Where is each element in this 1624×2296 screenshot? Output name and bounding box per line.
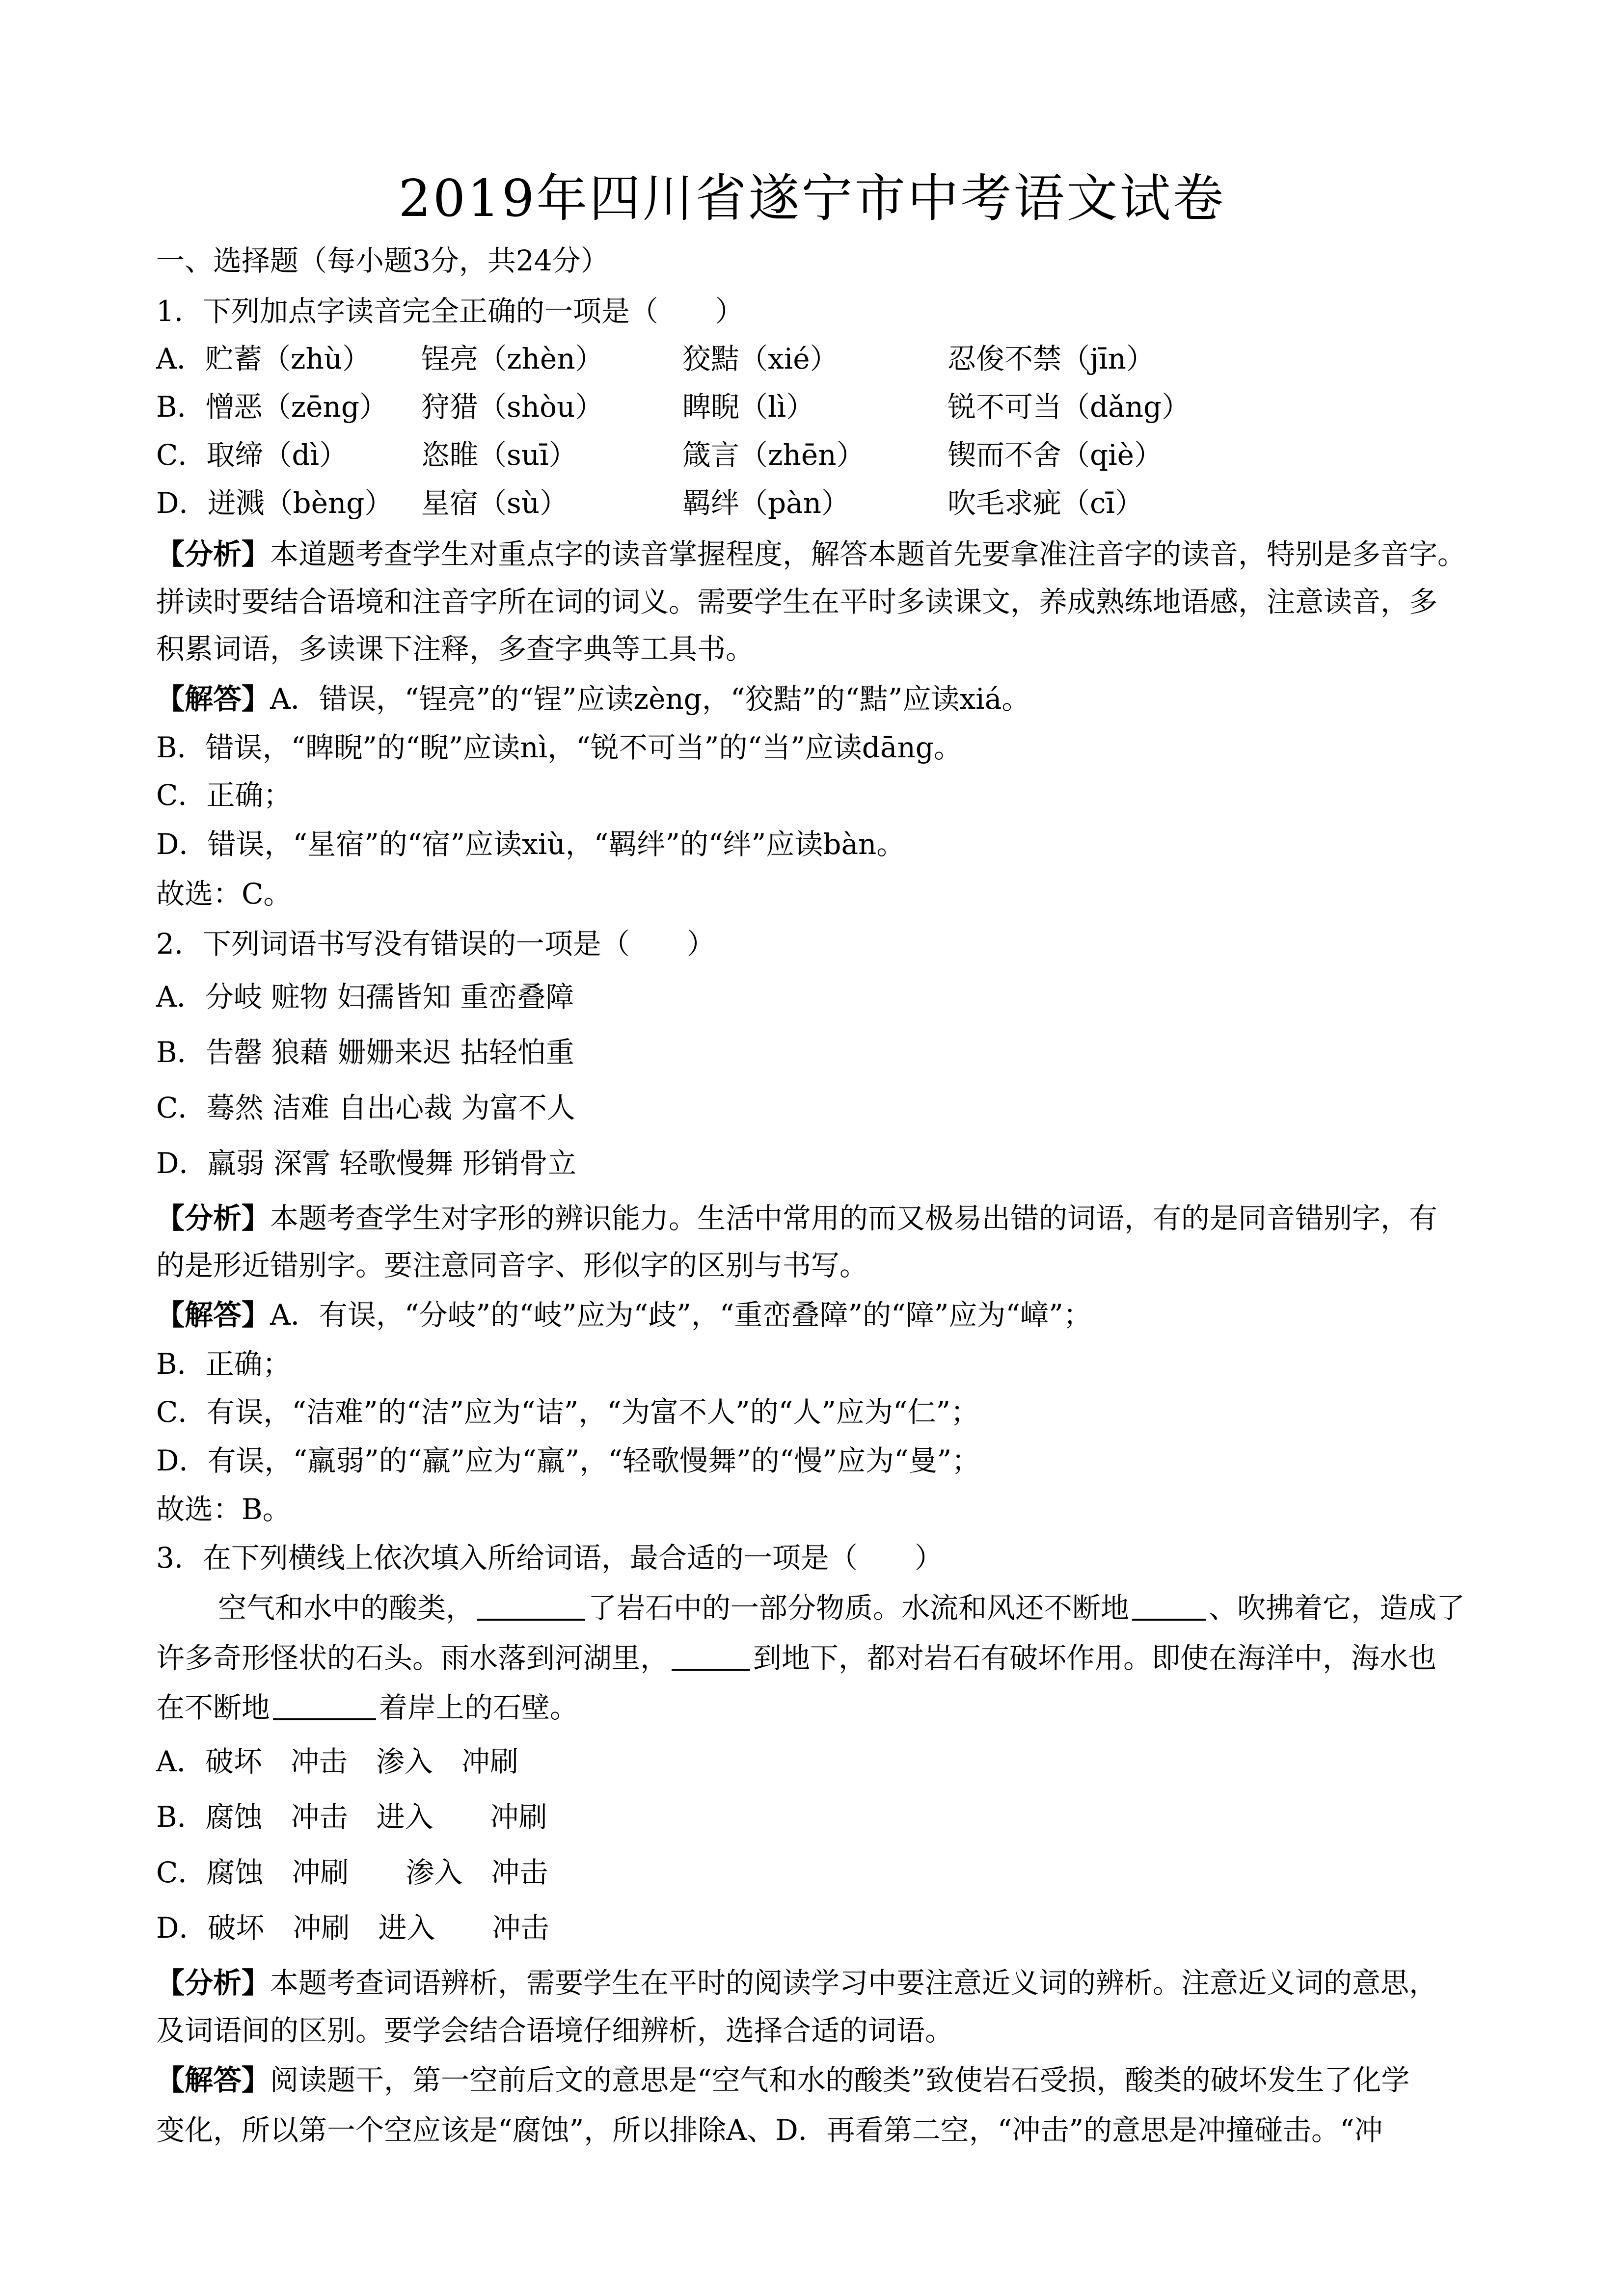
answer-label: 【解答】 [156,682,271,716]
q1-d-item-1: D．迸溅（bèng） [156,486,393,520]
q1-answer-line-5: 故选：C。 [156,877,292,910]
answer-label: 【解答】 [156,2063,271,2097]
passage-text: 许多奇形怪状的石头。雨水落到河湖里， [156,1641,669,1675]
q2-analysis-line-1 [156,1201,1438,1235]
question-2-stem: 2．下列词语书写没有错误的一项是（ ） [156,927,715,961]
q3-analysis-line-1 [156,1966,1438,2000]
q1-c-item-2: 恣睢（suī） [421,438,577,472]
q3-option-a: A．破坏 冲击 渗入 冲刷 [156,1745,518,1778]
q1-b-item-1: B．憎恶（zēng） [156,390,388,424]
q2-analysis-text: 本题考查学生对字形的辨识能力。生活中常用的而又极易出错的词语，有的是同音错别字，有 [270,1201,1438,1235]
q1-b-item-4: 锐不可当（dǎng） [947,390,1191,424]
q1-analysis-line-1 [156,537,1466,571]
q1-d-item-3: 羁绊（pàn） [682,486,850,520]
q3-answer-line-1 [156,2063,1410,2097]
passage-text: 着岸上的石壁。 [379,1691,579,1724]
q2-option-d: D．羸弱 深霄 轻歌慢舞 形销骨立 [156,1147,576,1180]
q1-d-item-4: 吹毛求疵（cī） [947,486,1144,520]
passage-text: 到地下，都对岩石有破坏作用。即使在海洋中，海水也 [753,1641,1437,1675]
q3-analysis-text: 本题考查词语辨析，需要学生在平时的阅读学习中要注意近义词的辨析。注意近义词的意思， [270,1966,1438,2000]
q2-answer-line-5: 故选：B。 [156,1493,291,1526]
question-3-stem: 3．在下列横线上依次填入所给词语，最合适的一项是（ ） [156,1541,943,1575]
q3-passage-line-1 [218,1591,1465,1625]
q1-answer-line-3: C．正确； [156,778,292,812]
q2-analysis-line-2: 的是形近错别字。要注意同音字、形似字的区别与书写。 [156,1249,868,1282]
q3-option-b: B．腐蚀 冲击 进入 冲刷 [156,1800,547,1834]
q1-answer-line-2: B．错误，“睥睨”的“睨”应读nì，“锐不可当”的“当”应读dāng。 [156,731,962,764]
q3-passage-line-2 [156,1641,1437,1675]
section-heading: 一、选择题（每小题3分，共24分） [156,244,609,277]
q1-c-item-1: C．取缔（dì） [156,438,348,472]
analysis-label: 【分析】 [156,1201,271,1235]
q1-analysis-line-2: 拼读时要结合语境和注音字所在词的词义。需要学生在平时多读课文，养成熟练地语感，注意读音，多 [156,585,1438,618]
fill-blank-1 [477,1619,585,1621]
passage-text: 空气和水中的酸类， [218,1591,475,1625]
q3-option-c: C．腐蚀 冲刷 渗入 冲击 [156,1856,548,1889]
q2-answer-text: A．有误，“分岐”的“岐”应为“歧”，“重峦叠障”的“障”应为“嶂”； [270,1298,1092,1332]
q3-answer-text: 阅读题干，第一空前后文的意思是“空气和水的酸类”致使岩石受损，酸类的破坏发生了化学 [270,2063,1410,2097]
q2-answer-line-3: C．有误，“洁难”的“洁”应为“诘”，“为富不人”的“人”应为“仁”； [156,1395,979,1429]
q1-analysis-text: 本道题考查学生对重点字的读音掌握程度，解答本题首先要拿准注音字的读音，特别是多音字。 [270,537,1466,571]
q3-analysis-line-2: 及词语间的区别。要学会结合语境仔细辨析，选择合适的词语。 [156,2014,954,2047]
q1-b-item-2: 狩猎（shòu） [421,390,604,424]
fill-blank-3 [672,1669,750,1671]
q2-option-a: A．分岐 赃物 妇孺皆知 重峦叠障 [156,980,574,1014]
q2-option-c: C．蓦然 洁难 自出心裁 为富不人 [156,1091,575,1124]
fill-blank-2 [1132,1619,1206,1621]
answer-label: 【解答】 [156,1298,271,1332]
q1-analysis-line-3: 积累词语，多读课下注释，多查字典等工具书。 [156,632,755,666]
q1-answer-line-4: D．错误，“星宿”的“宿”应读xiù，“羁绊”的“绊”应读bàn。 [156,828,905,861]
q1-answer-text: A．错误，“锃亮”的“锃”应读zèng，“狡黠”的“黠”应读xiá。 [270,682,1030,716]
q2-answer-line-1 [156,1298,1092,1332]
q1-a-item-2: 锃亮（zhèn） [421,342,604,375]
analysis-label: 【分析】 [156,537,271,571]
q2-answer-line-4: D．有误，“羸弱”的“羸”应为“羸”，“轻歌慢舞”的“慢”应为“曼”； [156,1444,980,1477]
q1-c-item-3: 箴言（zhēn） [682,438,865,472]
q3-answer-line-2: 变化，所以第一个空应该是“腐蚀”，所以排除A、D．再看第二空，“冲击”的意思是冲撞碰击。“冲 [156,2113,1383,2147]
q3-option-d: D．破坏 冲刷 进入 冲击 [156,1911,549,1945]
analysis-label: 【分析】 [156,1966,271,2000]
fill-blank-4 [273,1718,376,1720]
q1-a-item-3: 狡黠（xié） [682,342,839,375]
q1-a-item-1: A．贮蓄（zhù） [156,342,371,375]
q1-answer-line-1 [156,682,1030,716]
q1-d-item-2: 星宿（sù） [421,486,568,520]
page-title: 2019年四川省遂宁市中考语文试卷 [398,168,1226,228]
q2-option-b: B．告罄 狼藉 姗姗来迟 拈轻怕重 [156,1036,574,1069]
passage-text: 、吹拂着它，造成了 [1209,1591,1465,1625]
q1-c-item-4: 锲而不舍（qiè） [947,438,1163,472]
passage-text: 在不断地 [156,1691,271,1724]
q3-passage-line-3 [156,1693,578,1722]
question-1-stem: 1．下列加点字读音完全正确的一项是（ ） [156,294,744,328]
q2-answer-line-2: B．正确； [156,1347,291,1381]
q1-a-item-4: 忍俊不禁（jīn） [947,342,1155,375]
q1-b-item-3: 睥睨（lì） [682,390,815,424]
passage-text: 了岩石中的一部分物质。水流和风还不断地 [588,1591,1130,1625]
